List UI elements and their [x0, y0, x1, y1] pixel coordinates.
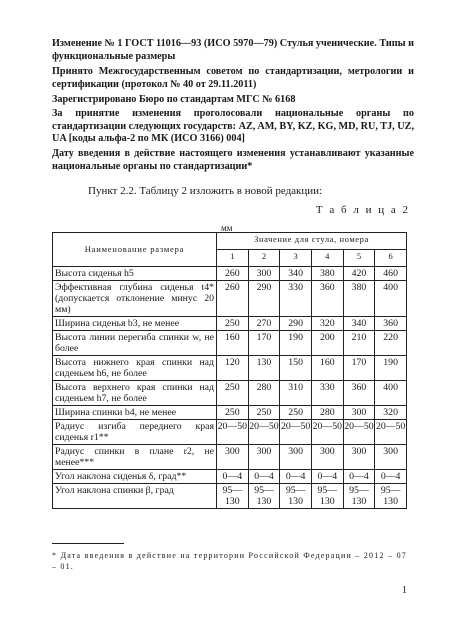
dimension-value: 400 [375, 381, 407, 406]
dimension-value: 250 [217, 381, 249, 406]
dimension-value: 300 [343, 445, 375, 470]
dimension-value: 20—50 [311, 420, 343, 445]
dimension-value: 160 [311, 356, 343, 381]
lead-paragraph: Пункт 2.2. Таблицу 2 изложить в новой редакции: [88, 185, 323, 197]
dimension-value: 320 [311, 317, 343, 331]
chair-number: 3 [280, 250, 312, 267]
chair-number: 5 [343, 250, 375, 267]
name-column-header: Наименование размера [53, 233, 217, 267]
dimension-value: 0—4 [311, 470, 343, 484]
dimension-value: 360 [311, 281, 343, 317]
dimension-value: 280 [311, 406, 343, 420]
dimension-value: 360 [375, 317, 407, 331]
dimensions-table [52, 232, 407, 509]
dimension-value: 0—4 [280, 470, 312, 484]
dimension-value: 460 [375, 267, 407, 281]
dimension-value: 190 [375, 356, 407, 381]
dimension-value: 220 [375, 331, 407, 356]
dimension-name: Радиус спинки в плане r2, не менее*** [53, 445, 217, 470]
dimension-name: Высота верхнего края спинки над сиденьем h7, не более [53, 381, 217, 406]
dimension-value: 290 [248, 281, 280, 317]
dimension-value: 300 [343, 406, 375, 420]
dimension-name: Угол наклона спинки β, град [53, 484, 217, 509]
table-row [53, 381, 407, 406]
value-column-header: Значение для стула, номера [217, 233, 407, 250]
dimension-value: 300 [248, 445, 280, 470]
footnote: * Дата введения в действие на территории Российской Федерации – 2012 – 07 – 01. [52, 551, 407, 571]
chair-number: 4 [311, 250, 343, 267]
dimension-value: 250 [217, 406, 249, 420]
dimension-value: 340 [280, 267, 312, 281]
dimension-value: 120 [217, 356, 249, 381]
dimension-name: Высота нижнего края спинки над сиденьем h6, не более [53, 356, 217, 381]
table-row [53, 356, 407, 381]
dimension-value: 300 [248, 267, 280, 281]
dimension-value: 190 [280, 331, 312, 356]
dimension-value: 280 [248, 381, 280, 406]
dimension-value: 0—4 [375, 470, 407, 484]
table-row [53, 470, 407, 484]
dimension-value: 95—130 [311, 484, 343, 509]
table-caption: Т а б л и ц а 2 [315, 204, 410, 216]
dimension-value: 300 [217, 445, 249, 470]
table-row [53, 445, 407, 470]
page-number: 1 [402, 585, 407, 596]
dimension-value: 95—130 [217, 484, 249, 509]
dimension-value: 360 [343, 381, 375, 406]
dimension-value: 300 [375, 445, 407, 470]
dimension-value: 0—4 [343, 470, 375, 484]
dimension-value: 20—50 [375, 420, 407, 445]
dimension-value: 170 [248, 331, 280, 356]
chair-number: 2 [248, 250, 280, 267]
dimension-value: 20—50 [217, 420, 249, 445]
registration-note: Зарегистрировано Бюро по стандартам МГС № 6168 [52, 94, 296, 105]
dimension-value: 0—4 [248, 470, 280, 484]
table-row [53, 406, 407, 420]
dimension-name: Ширина сиденья b3, не менее [53, 317, 217, 331]
unit-label: мм [221, 223, 233, 233]
dimension-value: 95—130 [343, 484, 375, 509]
dimension-value: 400 [375, 281, 407, 317]
chair-number: 6 [375, 250, 407, 267]
dimension-value: 95—130 [375, 484, 407, 509]
footnote-separator [52, 543, 124, 544]
table-row [53, 420, 407, 445]
dimension-value: 210 [343, 331, 375, 356]
dimension-value: 420 [343, 267, 375, 281]
dimension-value: 260 [217, 267, 249, 281]
table-row [53, 484, 407, 509]
dimension-value: 320 [375, 406, 407, 420]
table-row [53, 317, 407, 331]
dimension-value: 260 [217, 281, 249, 317]
dimension-value: 95—130 [280, 484, 312, 509]
dimension-name: Радиус изгиба переднего края сиденья r1** [53, 420, 217, 445]
dimension-value: 300 [311, 445, 343, 470]
dimension-value: 20—50 [248, 420, 280, 445]
table-row [53, 331, 407, 356]
dimension-value: 330 [280, 281, 312, 317]
dimension-name: Высота линии перегиба спинки w, не более [53, 331, 217, 356]
dimension-value: 20—50 [343, 420, 375, 445]
dimension-value: 150 [280, 356, 312, 381]
dimension-name: Ширина спинки b4, не менее [53, 406, 217, 420]
dimension-value: 340 [343, 317, 375, 331]
dimension-name: Угол наклона сиденья δ, град** [53, 470, 217, 484]
dimension-value: 250 [280, 406, 312, 420]
voting-states-note: За принятие изменения проголосовали национальные органы по стандартизации следующих государств: AZ, AM, BY, KZ, KG, MD, RU, TJ, UZ, UA [коды альфа-2 по МК (ИСО 3166) 004] [52, 108, 414, 145]
dimension-name: Эффективная глубина сиденья t4* (допускается отклонение минус 20 мм) [53, 281, 217, 317]
dimension-value: 250 [248, 406, 280, 420]
table-row [53, 281, 407, 317]
dimension-value: 290 [280, 317, 312, 331]
effective-date-note: Дату введения в действие настоящего изменения устанавливают указанные национальные органы по стандартизации* [52, 148, 414, 172]
dimension-value: 160 [217, 331, 249, 356]
dimension-value: 380 [343, 281, 375, 317]
adoption-note: Принято Межгосударственным советом по стандартизации, метрологии и сертификации (протокол № 40 от 29.11.2011) [52, 66, 414, 90]
dimension-value: 270 [248, 317, 280, 331]
dimension-name: Высота сиденья h5 [53, 267, 217, 281]
dimension-value: 95—130 [248, 484, 280, 509]
dimension-value: 20—50 [280, 420, 312, 445]
dimension-value: 0—4 [217, 470, 249, 484]
dimension-value: 250 [217, 317, 249, 331]
dimension-value: 130 [248, 356, 280, 381]
dimension-value: 200 [311, 331, 343, 356]
dimension-value: 330 [311, 381, 343, 406]
dimension-value: 170 [343, 356, 375, 381]
dimension-value: 380 [311, 267, 343, 281]
dimension-value: 300 [280, 445, 312, 470]
table-row [53, 267, 407, 281]
dimension-value: 310 [280, 381, 312, 406]
amendment-title: Изменение № 1 ГОСТ 11016—93 (ИСО 5970—79) Стулья ученические. Типы и функциональные размеры [52, 38, 414, 62]
chair-number: 1 [217, 250, 249, 267]
